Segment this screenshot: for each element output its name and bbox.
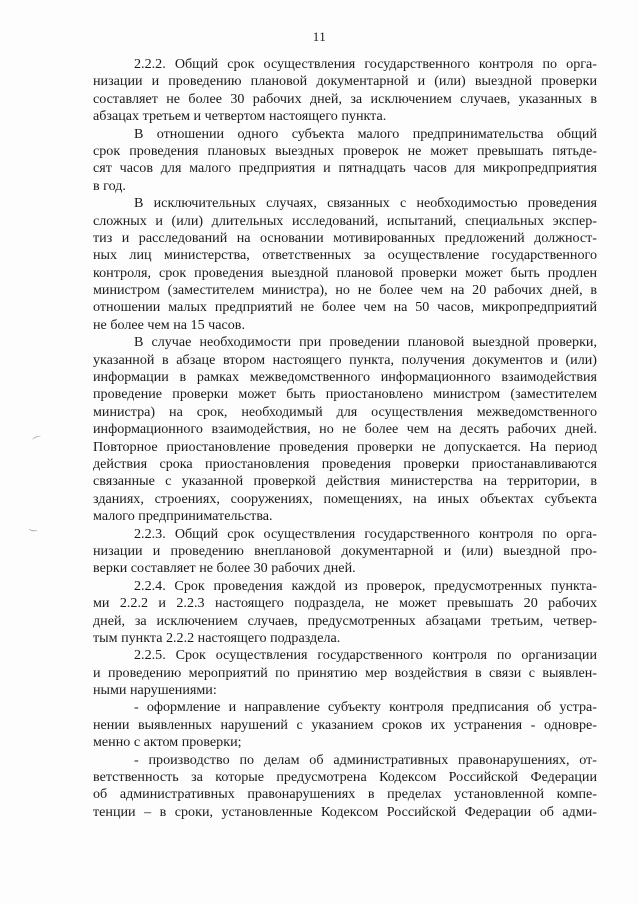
- text-line: В случае необходимости при проведении плановой выездной проверки,: [134, 334, 597, 351]
- text-line: сложных и (или) длительных исследований, испытаний, специальных экспер-: [93, 212, 597, 229]
- text-line: сят часов для малого предприятия и пятнадцать часов для микропредприятия: [93, 160, 597, 177]
- text-line: срок проведения плановых выездных проверок не может превышать пятьде-: [93, 142, 597, 159]
- text-line: низации и проведению внеплановой документарной и (или) выездной про-: [93, 542, 597, 559]
- text-line: ными нарушениями:: [93, 682, 217, 699]
- text-line: министром (заместителем министра), но не более чем на 20 рабочих дней, в: [93, 282, 597, 299]
- text-line: указанной в абзаце втором настоящего пункта, получения документов и (или): [93, 351, 597, 368]
- scan-mark: ‿: [29, 520, 39, 532]
- text-line: 2.2.4. Срок проведения каждой из проверок, предусмотренных пункта-: [134, 577, 597, 594]
- text-line: ветственность за которые предусмотрена Кодексом Российской Федерации: [93, 769, 597, 786]
- text-line: дней, за исключением случаев, предусмотренных абзацами третьим, четвер-: [93, 612, 597, 629]
- text-line: действия срока приостановления проведения проверки приостанавливаются: [93, 455, 597, 472]
- text-line: В исключительных случаях, связанных с необходимостью проведения: [134, 195, 597, 212]
- text-line: абзацах третьем и четвертом настоящего пункта.: [93, 108, 387, 125]
- text-line: зданиях, строениях, сооружениях, помещениях, на иных объектах субъекта: [93, 490, 597, 507]
- text-line: тиз и расследований на основании мотивированных предложений должност-: [93, 229, 597, 246]
- text-line: министра) на срок, необходимый для осуществления межведомственного: [93, 403, 597, 420]
- text-line: 2.2.2. Общий срок осуществления государственного контроля по орга-: [134, 56, 597, 72]
- text-line: отношении малых предприятий не более чем на 50 часов, микропредприятий: [93, 299, 597, 316]
- text-line: об административных правонарушениях в пределах установленной компе-: [93, 786, 597, 803]
- text-line: верки составляет не более 30 рабочих дней.: [93, 560, 356, 577]
- text-line: проведение проверки может быть приостановлено министром (заместителем: [93, 386, 597, 403]
- text-line: связанные с указанной проверкой действия министерства на территории, в: [93, 473, 597, 490]
- text-line: ных лиц министерства, ответственных за осуществление государственного: [93, 247, 597, 264]
- text-line: тым пункта 2.2.2 настоящего подраздела.: [93, 629, 341, 646]
- text-line: Повторное приостановление проведения проверки не допускается. На период: [93, 438, 597, 455]
- text-line: - оформление и направление субъекту контроля предписания об устра-: [134, 699, 597, 716]
- text-line: и проведению мероприятий по принятию мер воздействия в связи с выявлен-: [93, 664, 597, 681]
- text-line: в год.: [93, 177, 126, 194]
- text-line: информации в рамках межведомственного информационного взаимодействия: [93, 369, 597, 386]
- text-line: информационного взаимодействия, но не более чем на десять рабочих дней.: [93, 421, 597, 438]
- text-line: низации и проведению плановой документарной и (или) выездной проверки: [93, 73, 597, 90]
- document-body: [93, 56, 597, 821]
- text-line: - производство по делам об административных правонарушениях, от-: [134, 751, 597, 768]
- text-line: малого предпринимательства.: [93, 508, 273, 525]
- scan-mark: ⌒: [31, 434, 44, 448]
- text-line: 2.2.5. Срок осуществления государственного контроля по организации: [134, 647, 597, 664]
- text-line: В отношении одного субъекта малого предпринимательства общий: [134, 125, 597, 142]
- text-line: 2.2.3. Общий срок осуществления государственного контроля по орга-: [134, 525, 597, 542]
- page-number: 11: [312, 29, 327, 44]
- text-line: менно с актом проверки;: [93, 734, 242, 751]
- text-line: не более чем на 15 часов.: [93, 316, 245, 333]
- text-line: тенции – в сроки, установленные Кодексом Российской Федерации об адми-: [93, 803, 597, 820]
- text-line: ми 2.2.2 и 2.2.3 настоящего подраздела, не может превышать 20 рабочих: [93, 595, 597, 612]
- text-line: контроля, срок проведения выездной плановой проверки может быть продлен: [93, 264, 597, 281]
- text-line: нении выявленных нарушений с указанием сроков их устранения - одновре-: [93, 716, 597, 733]
- text-line: составляет не более 30 рабочих дней, за исключением случаев, указанных в: [93, 90, 597, 107]
